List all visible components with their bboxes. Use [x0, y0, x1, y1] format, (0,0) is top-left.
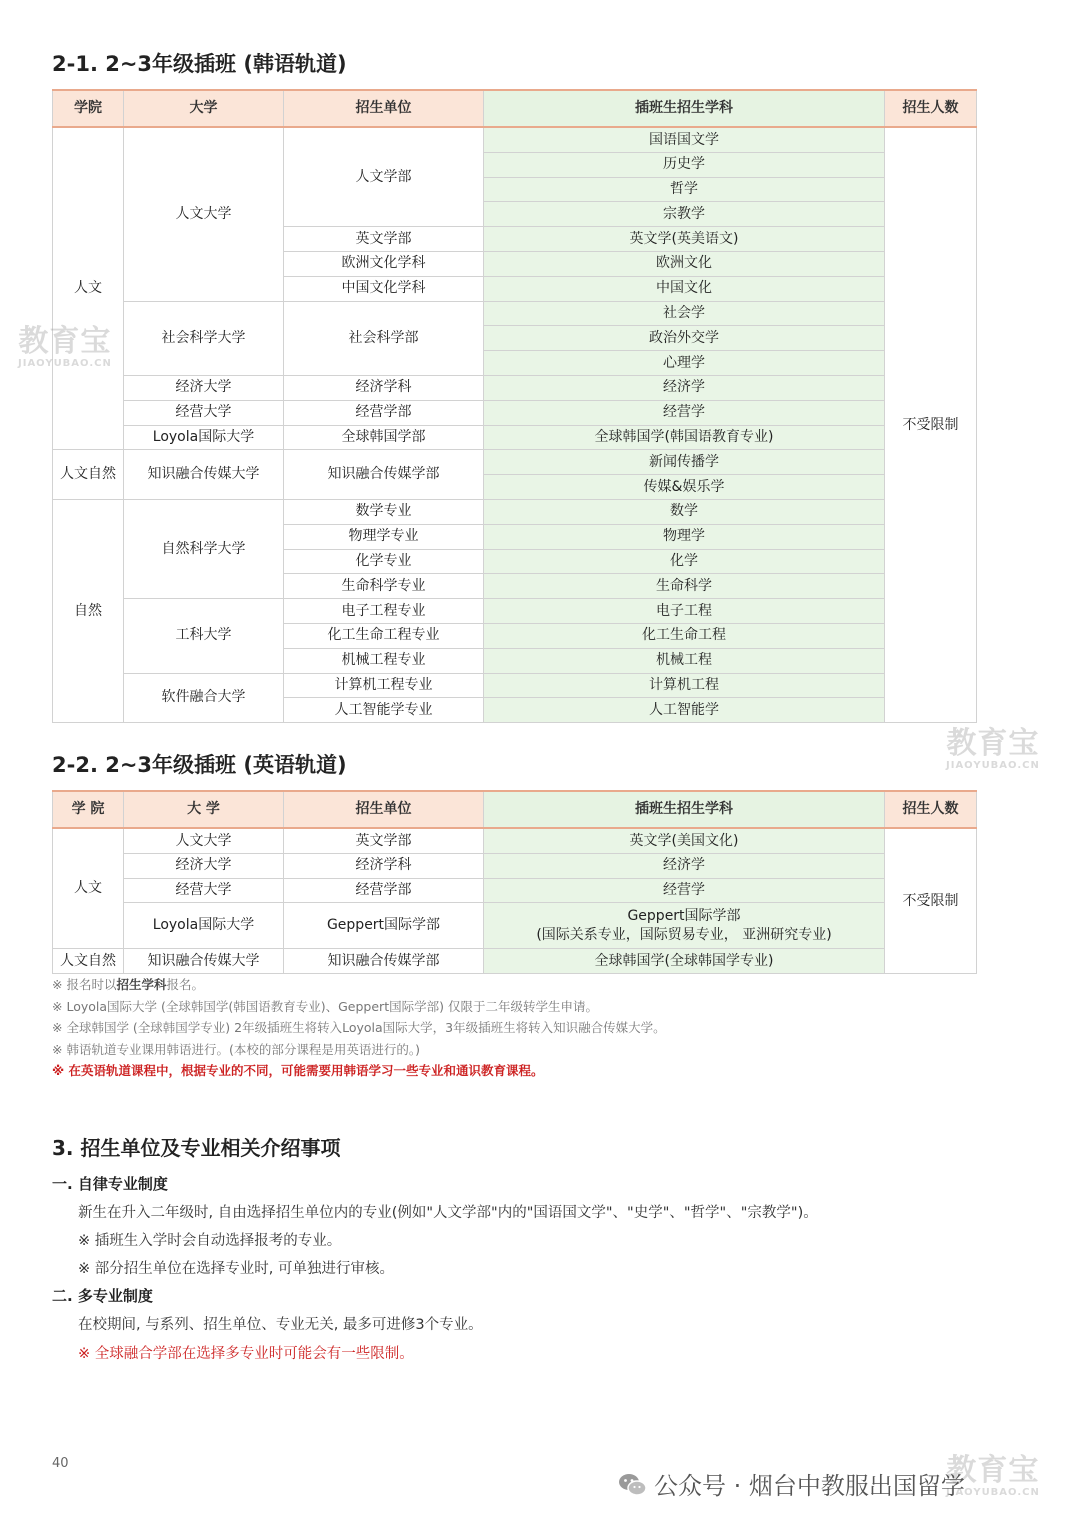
college-cell: 人文自然 [53, 949, 124, 974]
subject-cell: 人工智能学 [484, 698, 885, 723]
quota-cell: 不受限制 [885, 828, 977, 974]
watermark: 教育宝 JIAOYUBAO.CN [946, 726, 1040, 771]
header-subject: 插班生招生学科 [484, 791, 885, 828]
paragraph-line: 在校期间, 与系列、招生单位、专业无关, 最多可进修3个专业。 [78, 1317, 483, 1333]
note-line-highlight: ※ 在英语轨道课程中，根据专业的不同，可能需要用韩语学习一些专业和通识教育课程。 [52, 1063, 544, 1078]
unit-cell: 社会科学部 [284, 301, 484, 375]
watermark: 教育宝 JIAOYUBAO.CN [946, 1453, 1040, 1498]
subject-cell: 化工生命工程 [484, 623, 885, 648]
unit-cell: 电子工程专业 [284, 599, 484, 624]
paragraph-line: ※ 部分招生单位在选择专业时, 可单独进行审核。 [78, 1261, 394, 1277]
subject-cell: 物理学 [484, 524, 885, 549]
university-cell: 工科大学 [124, 599, 284, 673]
english-track-table [52, 790, 977, 974]
header-subject: 插班生招生学科 [484, 90, 885, 127]
subject-cell: 英文学(英美语文) [484, 227, 885, 252]
subsection-title: 一. 自律专业制度 [52, 1175, 168, 1193]
subject-cell: 传媒&娱乐学 [484, 475, 885, 500]
subject-cell: 经营学 [484, 878, 885, 903]
subject-cell: 生命科学 [484, 574, 885, 599]
subject-cell: 经济学 [484, 375, 885, 400]
section3-title: 3. 招生单位及专业相关介绍事项 [52, 1136, 341, 1160]
subject-cell: 新闻传播学 [484, 450, 885, 475]
university-cell: 人文大学 [124, 828, 284, 853]
university-cell: Loyola国际大学 [124, 903, 284, 949]
unit-cell: 计算机工程专业 [284, 673, 484, 698]
page-number: 40 [52, 1456, 69, 1471]
unit-cell: 英文学部 [284, 828, 484, 853]
header-unit: 招生单位 [284, 90, 484, 127]
university-cell: 知识融合传媒大学 [124, 949, 284, 974]
university-cell: 经济大学 [124, 853, 284, 878]
note-line: ※ Loyola国际大学 (全球韩国学(韩国语教育专业)、Geppert国际学部) 仅限于二年级转学生申请。 [52, 998, 598, 1014]
header-quota: 招生人数 [885, 90, 977, 127]
note-line: ※ 韩语轨道专业课用韩语进行。(本校的部分课程是用英语进行的。) [52, 1041, 420, 1057]
university-cell: 经营大学 [124, 878, 284, 903]
unit-cell: 经济学科 [284, 853, 484, 878]
subject-cell: 机械工程 [484, 648, 885, 673]
unit-cell: 知识融合传媒学部 [284, 949, 484, 974]
header-university: 大 学 [124, 791, 284, 828]
unit-cell: 欧洲文化学科 [284, 251, 484, 276]
unit-cell: 化工生命工程专业 [284, 623, 484, 648]
subject-cell: 经营学 [484, 400, 885, 425]
quota-cell: 不受限制 [885, 127, 977, 723]
unit-cell: 人工智能学专业 [284, 698, 484, 723]
unit-cell: 化学专业 [284, 549, 484, 574]
college-cell: 人文自然 [53, 450, 124, 500]
subject-line: (国际关系专业，国际贸易专业， 亚洲研究专业) [536, 927, 832, 944]
subject-cell: 心理学 [484, 351, 885, 376]
university-cell: 软件融合大学 [124, 673, 284, 723]
subject-cell: 社会学 [484, 301, 885, 326]
wechat-icon [618, 1472, 648, 1498]
header-quota: 招生人数 [885, 791, 977, 828]
subject-cell: 宗教学 [484, 202, 885, 227]
watermark: 教育宝 JIAOYUBAO.CN [18, 324, 112, 369]
footer [618, 1466, 965, 1501]
subject-cell: 电子工程 [484, 599, 885, 624]
note-line: ※ 报名时以招生学科报名。 [52, 977, 204, 992]
unit-cell: 生命科学专业 [284, 574, 484, 599]
unit-cell: 经济学科 [284, 375, 484, 400]
unit-cell: Geppert国际学部 [284, 903, 484, 949]
subject-cell: 全球韩国学(韩国语教育专业) [484, 425, 885, 450]
section-title-english-track: 2-2. 2~3年级插班 (英语轨道) [52, 753, 347, 777]
footer-text: 公众号 · 烟台中教服出国留学 [654, 1472, 965, 1500]
header-unit: 招生单位 [284, 791, 484, 828]
subject-cell: 化学 [484, 549, 885, 574]
subject-cell: 欧洲文化 [484, 251, 885, 276]
subject-cell: 数学 [484, 499, 885, 524]
notes-block [52, 974, 666, 1082]
university-cell: 自然科学大学 [124, 499, 284, 598]
subject-cell: 中国文化 [484, 276, 885, 301]
note-line: ※ 全球韩国学 (全球韩国学专业) 2年级插班生将转入Loyola国际大学，3年级插班生将转入知识融合传媒大学。 [52, 1020, 666, 1035]
subject-cell: 国语国文学 [484, 127, 885, 152]
subject-cell: 计算机工程 [484, 673, 885, 698]
paragraph-line: 新生在升入二年级时, 自由选择招生单位内的专业(例如"人文学部"内的"国语国文学"、"史学"、"哲学"、"宗教学")。 [78, 1205, 818, 1221]
unit-cell: 全球韩国学部 [284, 425, 484, 450]
subject-cell: 英文学(美国文化) [484, 828, 885, 853]
college-cell: 人文 [53, 127, 124, 450]
subject-cell-multiline [484, 903, 885, 949]
unit-cell: 物理学专业 [284, 524, 484, 549]
college-cell: 自然 [53, 499, 124, 722]
unit-cell: 知识融合传媒学部 [284, 450, 484, 500]
university-cell: 社会科学大学 [124, 301, 284, 375]
section-title-korean-track: 2-1. 2~3年级插班 (韩语轨道) [52, 52, 347, 76]
header-college: 学 院 [53, 791, 124, 828]
unit-cell: 经营学部 [284, 878, 484, 903]
unit-cell: 人文学部 [284, 127, 484, 227]
college-cell: 人文 [53, 828, 124, 949]
university-cell: 人文大学 [124, 127, 284, 301]
header-university: 大学 [124, 90, 284, 127]
university-cell: 知识融合传媒大学 [124, 450, 284, 500]
header-college: 学院 [53, 90, 124, 127]
subject-cell: 哲学 [484, 177, 885, 202]
unit-cell: 数学专业 [284, 499, 484, 524]
university-cell: 经营大学 [124, 400, 284, 425]
paragraph-line-highlight: ※ 全球融合学部在选择多专业时可能会有一些限制。 [78, 1346, 414, 1362]
subject-cell: 全球韩国学(全球韩国学专业) [484, 949, 885, 974]
subject-line: Geppert国际学部 [627, 907, 741, 924]
unit-cell: 经营学部 [284, 400, 484, 425]
university-cell: Loyola国际大学 [124, 425, 284, 450]
subject-cell: 政治外交学 [484, 326, 885, 351]
unit-cell: 机械工程专业 [284, 648, 484, 673]
korean-track-table [52, 89, 977, 723]
university-cell: 经济大学 [124, 375, 284, 400]
unit-cell: 中国文化学科 [284, 276, 484, 301]
subject-cell: 经济学 [484, 853, 885, 878]
subject-cell: 历史学 [484, 152, 885, 177]
unit-cell: 英文学部 [284, 227, 484, 252]
paragraph-line: ※ 插班生入学时会自动选择报考的专业。 [78, 1233, 342, 1249]
subsection-title: 二. 多专业制度 [52, 1287, 153, 1305]
